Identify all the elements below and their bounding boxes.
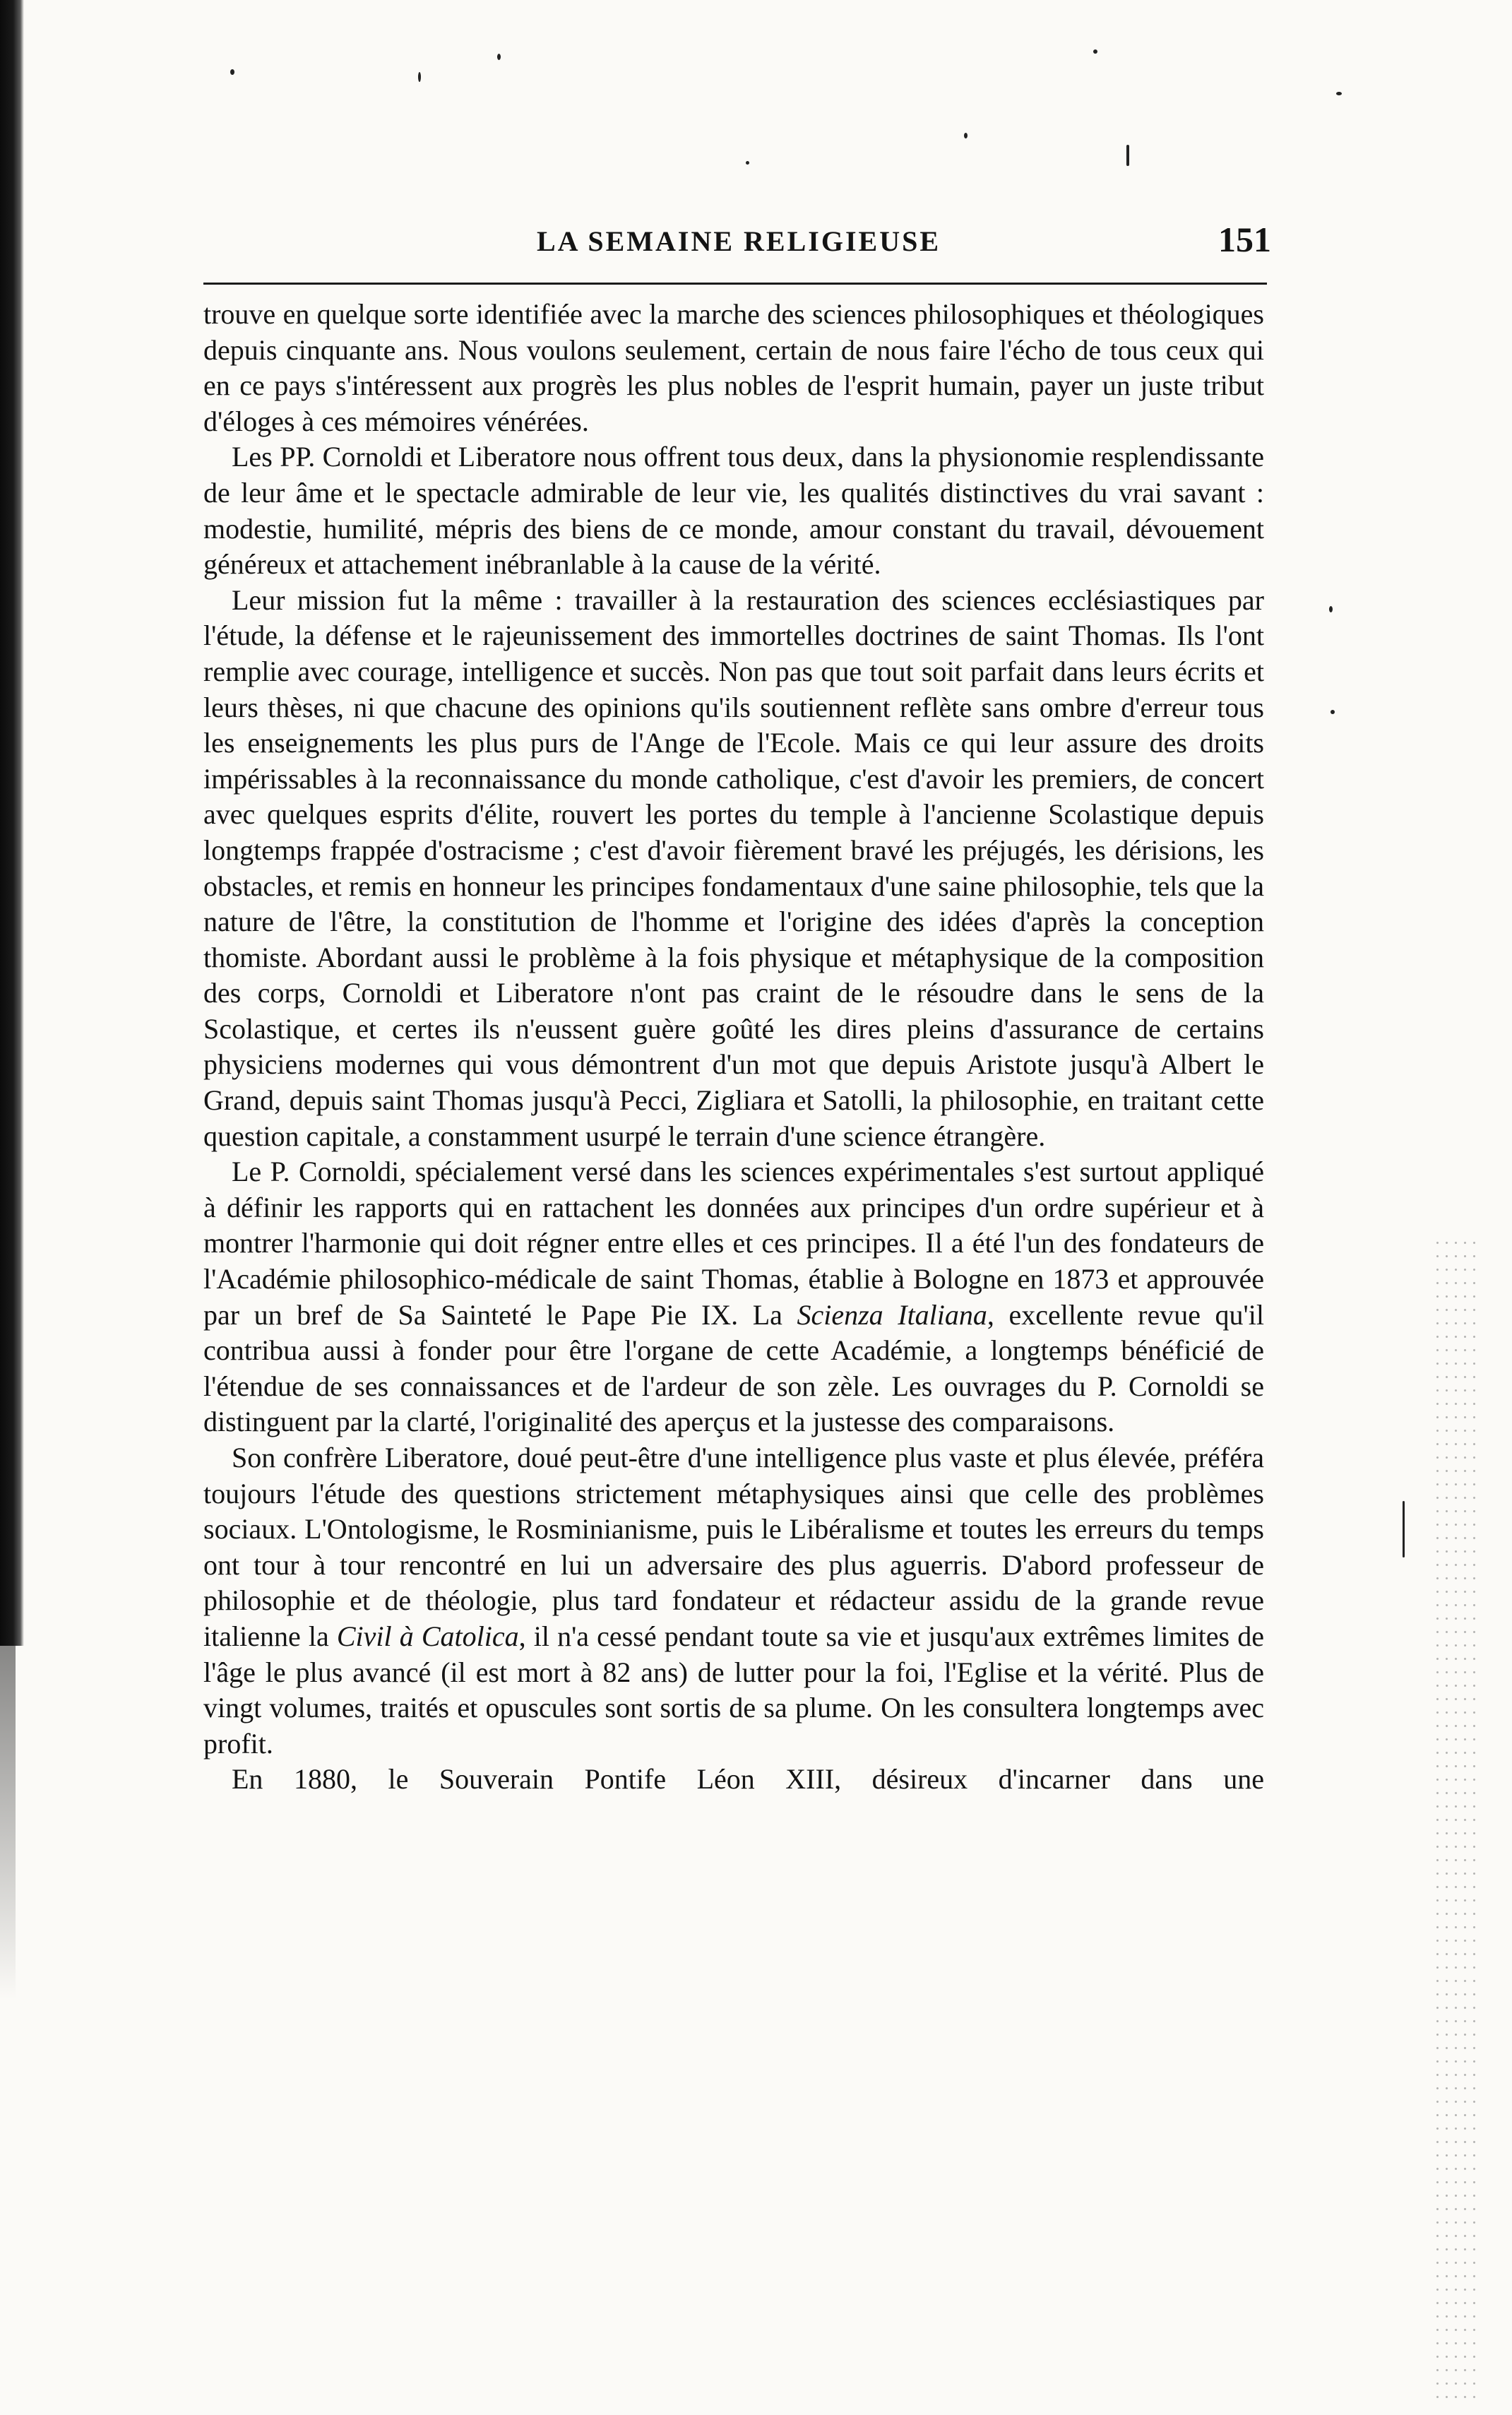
paragraph	[203, 1154, 1264, 1440]
scan-speck	[1329, 606, 1333, 612]
scan-speck	[230, 69, 234, 75]
paragraph-text: , excellente revue qu'il contribua aussi à fonder pour être l'organe de cette Académie, a longtemps bénéficié de l'étendue de ses connaissances et de l'ardeur de son zèle. Les ouvrages du P. Cornoldi se distinguent par la clarté, l'originalité des aperçus et la justesse des comparaisons.	[203, 1298, 1264, 1438]
scan-speck	[1336, 92, 1342, 95]
scan-speck	[746, 161, 749, 165]
binding-shadow-tail	[0, 1646, 16, 1999]
binding-shadow	[0, 0, 24, 1646]
journal-title: Scienza Italiana	[797, 1298, 987, 1331]
page-header	[206, 220, 1271, 267]
scan-speck	[964, 133, 968, 138]
scan-speck	[1126, 145, 1129, 166]
page-number: 151	[1218, 220, 1271, 259]
paragraph-text: Son confrère Liberatore, doué peut-être d'une intelligence plus vaste et plus élevée, préféra toujours l'étude des questions strictement métaphysiques ainsi que celle des problèmes sociaux. L'Ontologisme, le Rosminianisme, puis le Libéralisme et toutes les erreurs du temps ont tour à tour rencontré en lui un adversaire des plus aguerris. D'abord professeur de philosophie et de théologie, plus tard fondateur et rédacteur assidu de la grande revue italienne la	[203, 1442, 1264, 1652]
scan-speck	[1093, 49, 1097, 54]
scan-speck	[418, 72, 421, 82]
paragraph: Leur mission fut la même : travailler à la restauration des sciences ecclésiastiques par l'étude, la défense et le rajeunissement des immortelles doctrines de saint Thomas. Ils l'ont remplie avec courage, intelligence et succès. Non pas que tout soit parfait dans leurs écrits et leurs thèses, ni que chacune des opinions qu'ils soutiennent reflète sans ombre d'erreur tous les enseignements les plus purs de l'Ange de l'Ecole. Mais ce qui leur assure des droits impérissables à la reconnaissance du monde catholique, c'est d'avoir les premiers, de concert avec quelques esprits d'élite, rouvert les portes du temple à l'ancienne Scolastique depuis longtemps frappée d'ostracisme ; c'est d'avoir fièrement bravé les préjugés, les dérisions, les obstacles, et remis en honneur les principes fondamentaux d'une saine philosophie, tels que la nature de l'être, la constitution de l'homme et l'origine des idées d'après la conception thomiste. Abordant aussi le problème à la fois physique et métaphysique de la composition des corps, Cornoldi et Liberatore n'ont pas craint de le résoudre dans le sens de la Scolastique, et certes ils n'eussent guère goûté les dires pleins d'assurance de certains physiciens modernes qui vous démontrent d'un mot que depuis Aristote jusqu'à Albert le Grand, depuis saint Thomas jusqu'à Pecci, Zigliara et Satolli, la philosophie, en traitant cette question capitale, a constamment usurpé le terrain d'une science étrangère.	[203, 583, 1264, 1152]
journal-title: Civil à Catolica	[336, 1620, 519, 1652]
paragraph-text: , il n'a cessé pendant toute sa vie et jusqu'aux extrêmes limites de l'âge le plus avancé (il est mort à 82 ans) de lutter pour la foi, l'Eglise et la vérité. Plus de vingt volumes, traités et opuscules sont sortis de sa plume. On les consultera longtemps avec profit.	[203, 1620, 1264, 1760]
paragraph: trouve en quelque sorte identifiée avec la marche des sciences philosophiques et théologiques depuis cinquante ans. Nous voulons seulement, certain de nous faire l'écho de tous ceux qui en ce pays s'intéressent aux progrès les plus nobles de l'esprit humain, payer un juste tribut d'éloges à ces mémoires vénérées.	[203, 298, 1264, 437]
scan-speck	[1403, 1501, 1405, 1557]
article-body	[203, 297, 1264, 1798]
paragraph	[203, 1440, 1264, 1762]
header-rule	[203, 283, 1267, 285]
paragraph-text: Le P. Cornoldi, spécialement versé dans les sciences expérimentales s'est surtout appliqué à définir les rapports qui en rattachent les données aux principes d'un ordre supérieur et à montrer l'harmonie qui doit régner entre elles et ces principes. Il a été l'un des fondateurs de l'Académie philosophico-médicale de saint Thomas, établie à Bologne en 1873 et approuvée par un bref de Sa Sainteté le Pape Pie IX. La	[203, 1156, 1264, 1331]
paragraph: En 1880, le Souverain Pontife Léon XIII, désireux d'incarner dans une	[232, 1763, 1264, 1796]
scan-speck	[1331, 710, 1335, 714]
paragraph: Les PP. Cornoldi et Liberatore nous offrent tous deux, dans la physionomie resplendissante de leur âme et le spectacle admirable de leur vie, les qualités distinctives du vrai savant : modestie, humilité, mépris des biens de ce monde, amour constant du travail, dévouement généreux et attachement inébranlable à la cause de la vérité.	[203, 441, 1264, 581]
scan-speck	[497, 54, 501, 60]
margin-bleed-dots	[1433, 1236, 1475, 2402]
running-title: LA SEMAINE RELIGIEUSE	[536, 225, 941, 257]
